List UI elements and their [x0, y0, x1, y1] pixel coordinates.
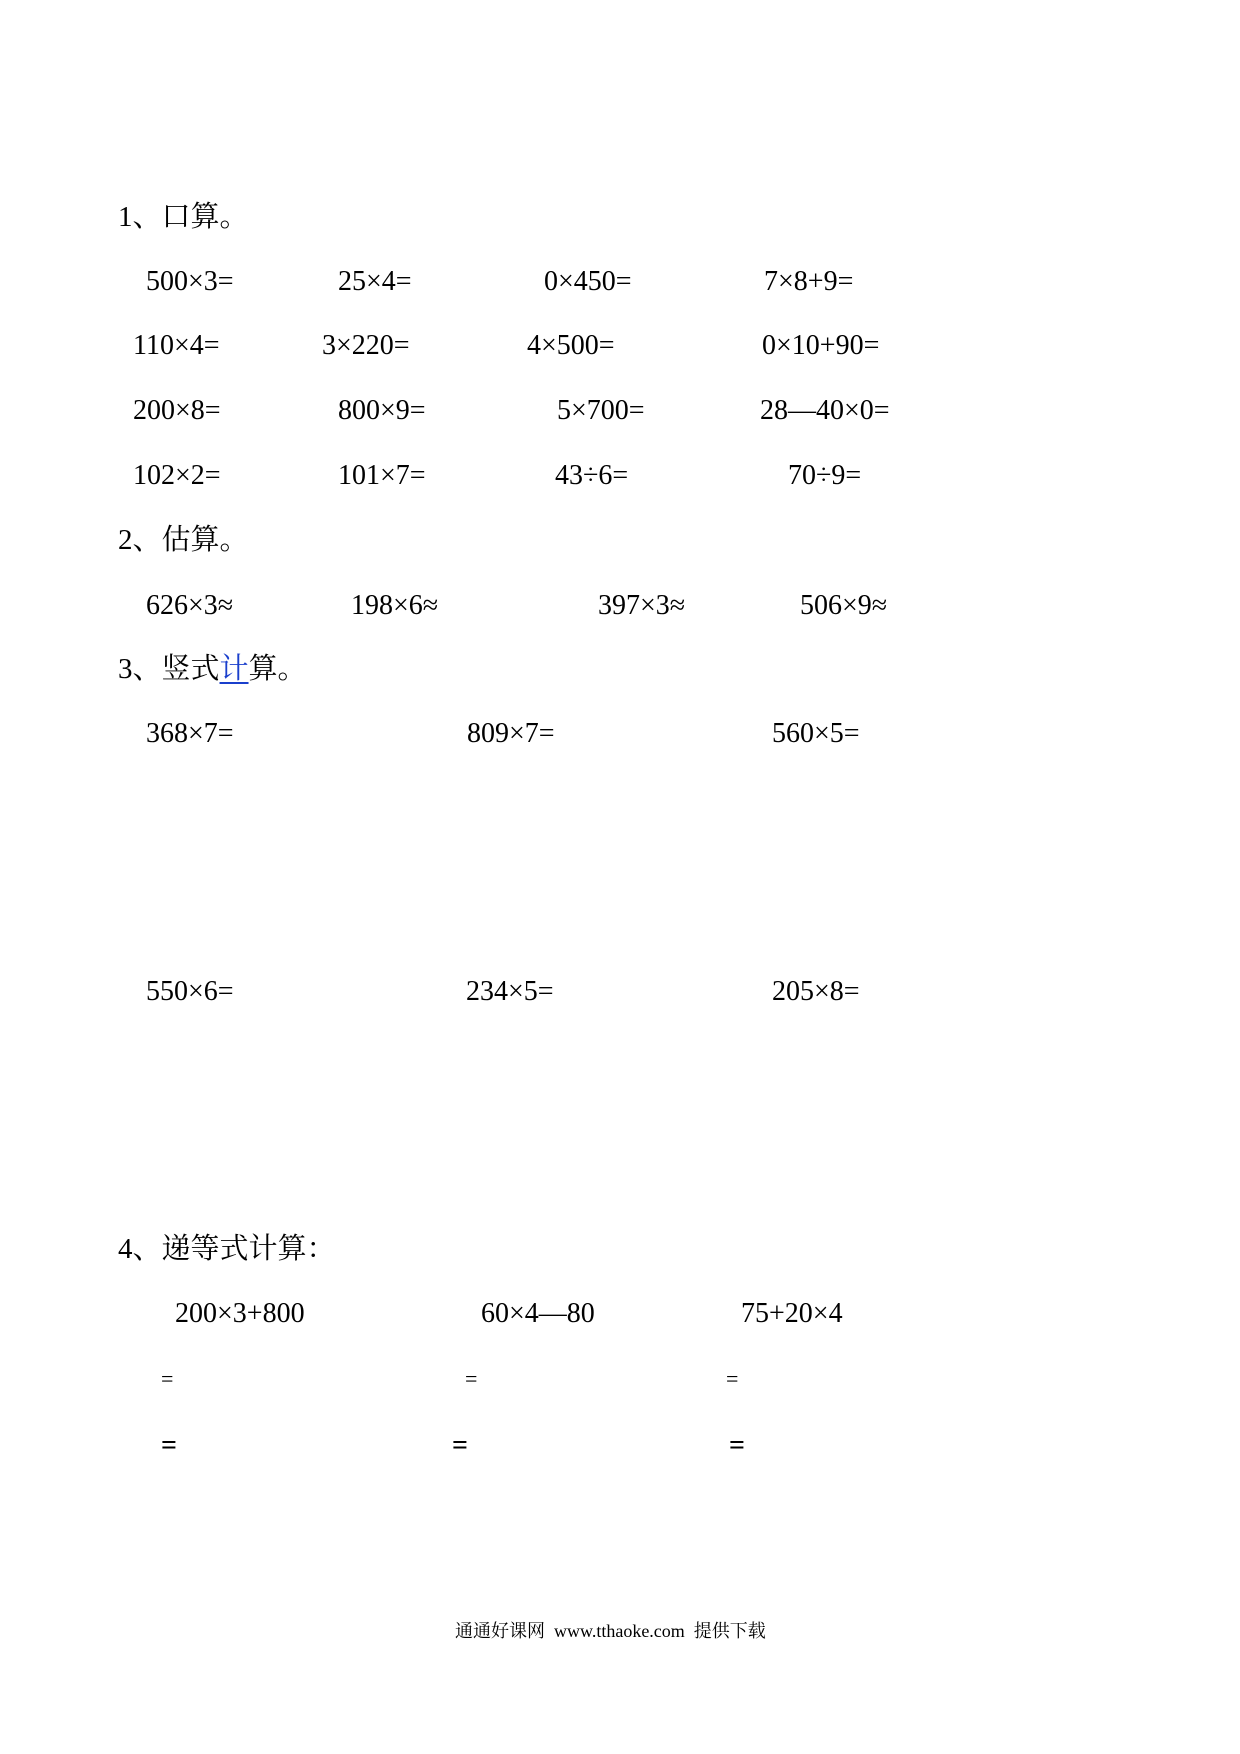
oral-calc-item: 101×7= [338, 460, 426, 491]
oral-calc-item: 102×2= [133, 460, 221, 491]
footer-source-text: 通通好课网 www.tthaoke.com 提供下载 [455, 1621, 766, 1641]
vertical-calc-item: 809×7= [467, 718, 555, 749]
section-3-heading [118, 655, 307, 684]
step-equals: = [161, 1366, 174, 1391]
estimate-item: 198×6≈ [351, 590, 439, 621]
section-1-heading: 1、口算。 [118, 201, 249, 233]
oral-calc-item: 5×700= [557, 395, 645, 426]
oral-calc-item: 43÷6= [555, 460, 629, 491]
oral-calc-item: 0×10+90= [762, 330, 880, 361]
section-4-heading: 4、递等式计算： [118, 1233, 336, 1265]
oral-calc-item: 500×3= [146, 266, 234, 297]
step-equals: = [452, 1430, 468, 1461]
oral-calc-item: 7×8+9= [764, 266, 854, 297]
oral-calc-item: 110×4= [133, 330, 220, 361]
oral-calc-item: 4×500= [527, 330, 615, 361]
section-2-heading: 2、估算。 [118, 524, 249, 556]
estimate-item: 397×3≈ [598, 590, 686, 621]
oral-calc-item: 28—40×0= [760, 395, 890, 426]
vertical-calc-item: 368×7= [146, 718, 234, 749]
section-3-heading-prefix: 3、竖式 [118, 653, 220, 685]
oral-calc-item: 70÷9= [788, 460, 862, 491]
section-3-heading-suffix: 算。 [248, 653, 307, 685]
step-calc-problem: 200×3+800 [175, 1298, 305, 1329]
oral-calc-item: 200×8= [133, 395, 221, 426]
estimate-item: 506×9≈ [800, 590, 888, 621]
oral-calc-item: 3×220= [322, 330, 410, 361]
step-calc-problem: 75+20×4 [741, 1298, 843, 1329]
step-equals: = [465, 1366, 478, 1391]
oral-calc-item: 800×9= [338, 395, 426, 426]
vertical-calc-item: 560×5= [772, 718, 860, 749]
estimate-item: 626×3≈ [146, 590, 234, 621]
vertical-calc-item: 234×5= [466, 976, 554, 1007]
step-calc-problem: 60×4—80 [481, 1298, 595, 1329]
vertical-calc-item: 550×6= [146, 976, 234, 1007]
step-equals: = [161, 1430, 177, 1461]
vertical-calc-item: 205×8= [772, 976, 860, 1007]
oral-calc-item: 0×450= [544, 266, 632, 297]
oral-calc-item: 25×4= [338, 266, 412, 297]
section-3-heading-link[interactable]: 计 [219, 653, 249, 685]
step-equals: = [729, 1430, 745, 1461]
step-equals: = [726, 1366, 739, 1391]
